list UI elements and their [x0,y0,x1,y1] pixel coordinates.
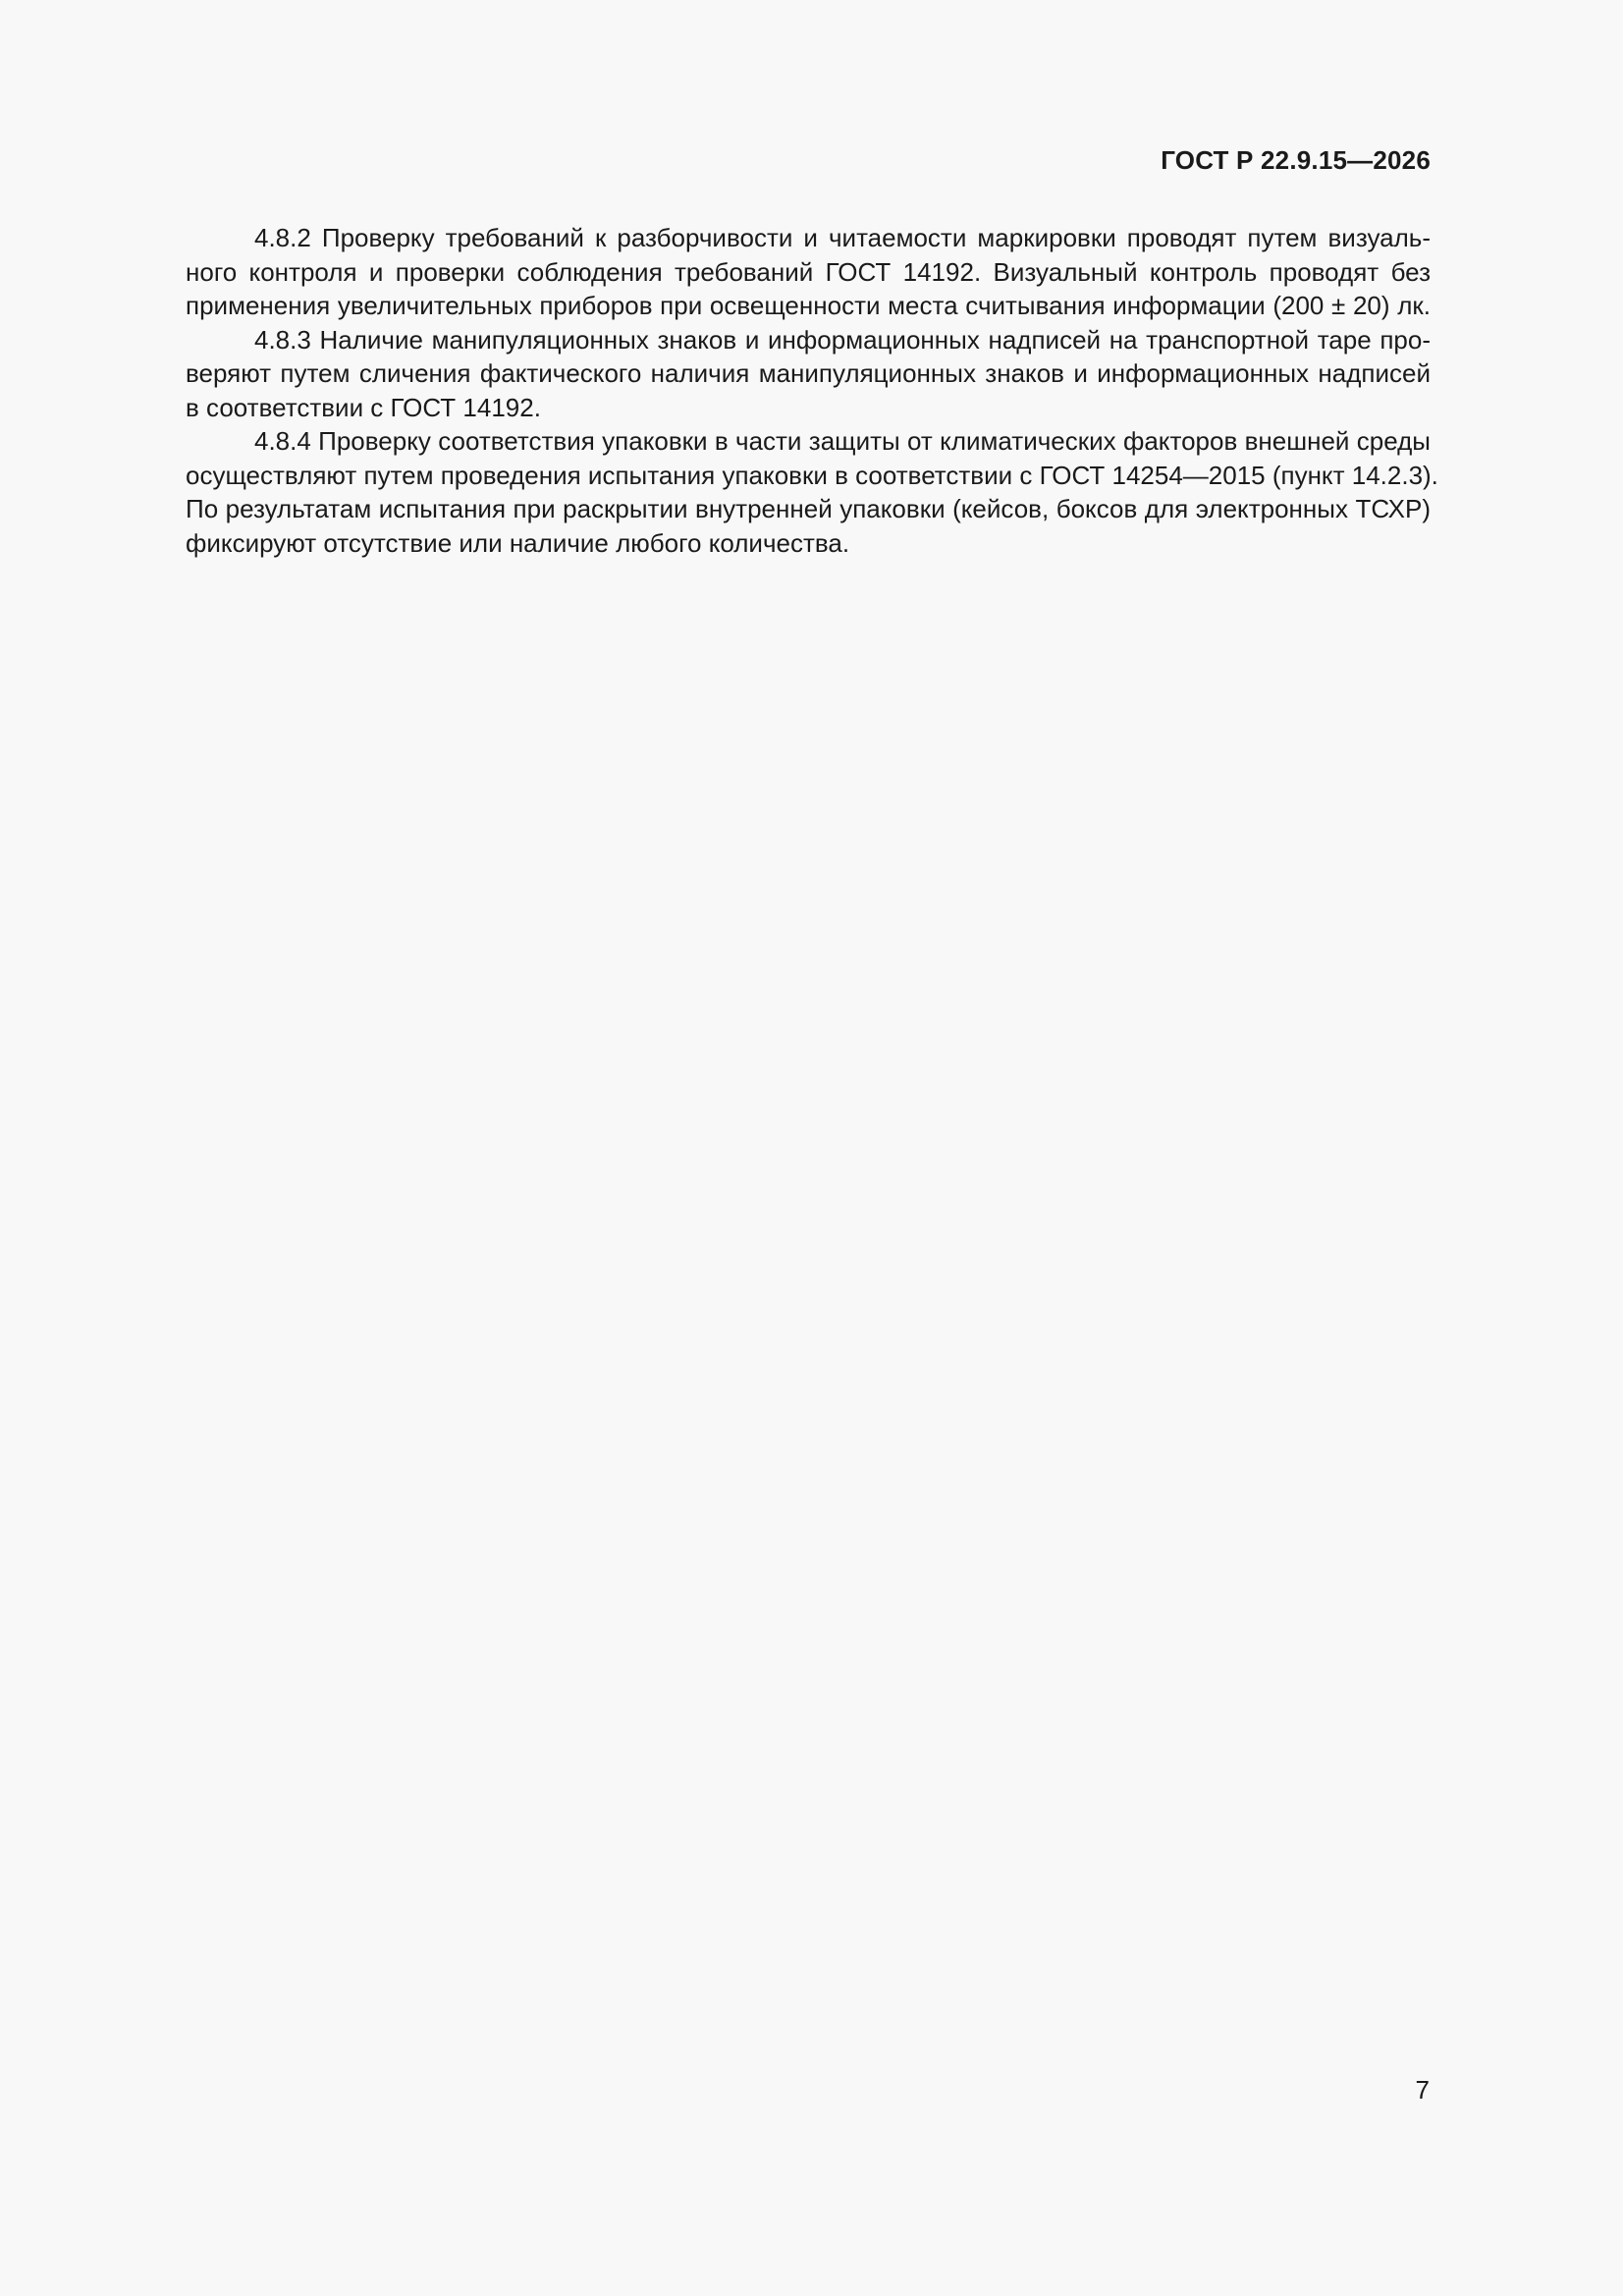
text-line: фиксируют отсутствие или наличие любого количества. [186,527,850,558]
text-line: 4.8.2 Проверку требований к разборчивости и читаемости маркировки проводят путем визуаль- [254,223,1431,252]
document-code-header: ГОСТ Р 22.9.15—2026 [1161,145,1431,175]
paragraph-4-8-2 [117,221,1431,323]
document-body [117,221,1438,560]
text-line: веряют путем сличения фактического наличия манипуляционных знаков и информационных надписей [186,358,1431,388]
page-number: 7 [1415,2075,1430,2105]
text-line: ного контроля и проверки соблюдения требований ГОСТ 14192. Визуальный контроль проводят без [186,256,1431,287]
paragraph-4-8-4 [117,424,1438,560]
text-line: 4.8.3 Наличие манипуляционных знаков и информационных надписей на транспортной таре про- [254,324,1431,355]
text-line: По результатам испытания при раскрытии внутренней упаковки (кейсов, боксов для электронных ТСХР) [186,494,1431,523]
text-line: 4.8.4 Проверку соответствия упаковки в части защиты от климатических факторов внешней среды [254,426,1431,456]
text-line: применения увеличительных приборов при освещенности места считывания информации (200 ± 20) лк. [186,291,1431,320]
text-line: в соответствии с ГОСТ 14192. [186,392,541,422]
paragraph-4-8-3 [117,323,1431,425]
text-line: осуществляют путем проведения испытания упаковки в соответствии с ГОСТ 14254—2015 (пункт 14.2.3). [186,460,1438,490]
